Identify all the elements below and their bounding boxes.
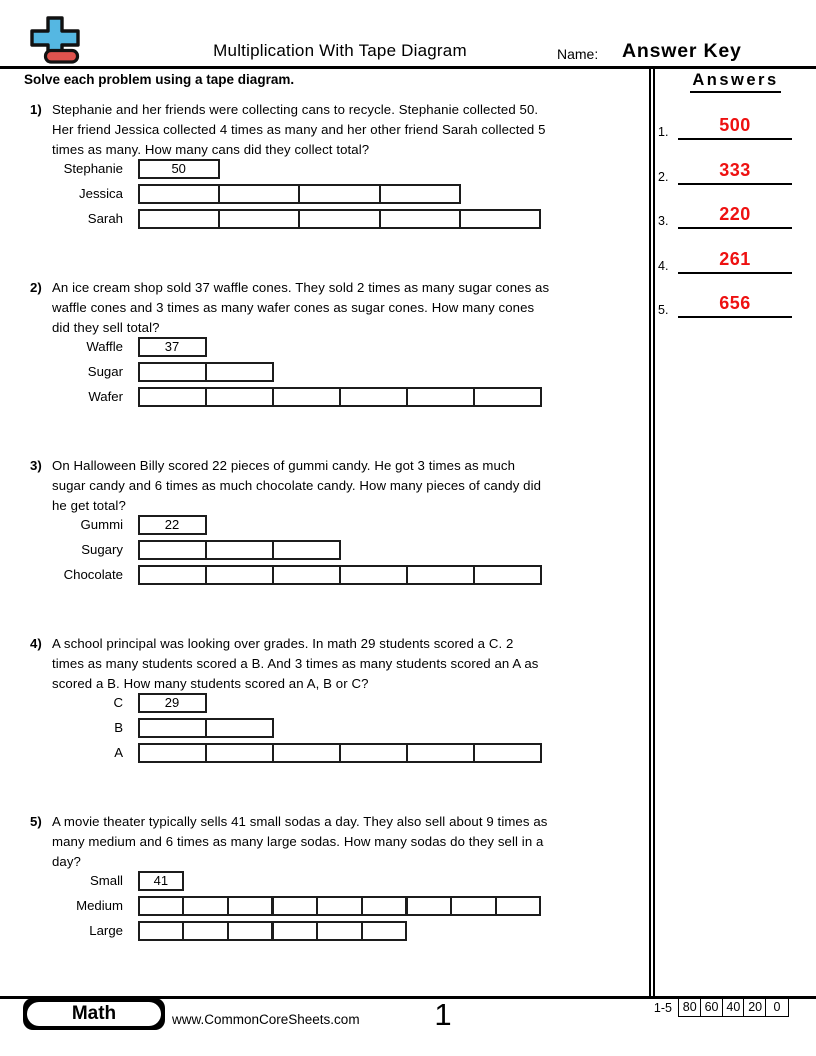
tape-cell <box>272 921 319 941</box>
tape-cell <box>406 565 475 585</box>
problem-1 <box>30 100 650 245</box>
tape-cell <box>406 743 475 763</box>
tape-cell: 50 <box>138 159 220 179</box>
tape-row-label: C <box>113 695 123 710</box>
answers-heading: Answers <box>655 71 816 93</box>
problem-number: 4) <box>30 636 42 651</box>
answer-value: 220 <box>719 204 751 225</box>
problem-text-line: An ice cream shop sold 37 waffle cones. They sold 2 times as many sugar cones as <box>52 280 550 295</box>
tape-cell <box>138 387 207 407</box>
tape-cell: 41 <box>138 871 185 891</box>
tape-row <box>30 209 630 229</box>
problem-4 <box>30 634 650 779</box>
tape-row-label: Gummi <box>80 517 123 532</box>
tape-cell <box>473 743 542 763</box>
tape-cell <box>205 362 274 382</box>
tape-row <box>30 718 630 738</box>
score-cell: 80 <box>678 998 702 1017</box>
tape-row <box>30 387 630 407</box>
problem-text <box>52 100 546 159</box>
answer-number: 2. <box>658 169 669 184</box>
tape-cell <box>138 743 207 763</box>
tape-row-label: Large <box>89 923 123 938</box>
tape-row-label: Stephanie <box>63 161 123 176</box>
tape-cell <box>138 921 185 941</box>
problem-number: 1) <box>30 102 42 117</box>
minus-icon <box>46 51 78 63</box>
problem-5 <box>30 812 650 957</box>
tape-row-label: Small <box>90 873 123 888</box>
problem-text-line: On Halloween Billy scored 22 pieces of gummi candy. He got 3 times as much <box>52 458 516 473</box>
instruction-text: Solve each problem using a tape diagram. <box>24 72 295 87</box>
answer-blank-line <box>678 205 792 229</box>
problem-text <box>52 278 549 337</box>
answer-number: 4. <box>658 258 669 273</box>
tape-cell: 22 <box>138 515 207 535</box>
problem-3 <box>30 456 650 601</box>
tape-row-label: Wafer <box>88 389 123 404</box>
tape-row-label: Chocolate <box>63 567 123 582</box>
tape-cell <box>361 896 408 916</box>
tape-cell <box>473 387 542 407</box>
tape-row <box>30 515 630 535</box>
tape-cell <box>218 209 300 229</box>
answer-number: 5. <box>658 303 669 318</box>
tape-row-label: Sugary <box>81 542 123 557</box>
answer-number: 3. <box>658 214 669 229</box>
header-divider <box>0 66 816 69</box>
tape-cell <box>339 387 408 407</box>
subject-badge-label: Math <box>27 1002 161 1026</box>
tape-row <box>30 921 630 941</box>
tape-cell <box>205 540 274 560</box>
tape-cell <box>182 896 229 916</box>
tape-cell <box>316 896 363 916</box>
answer-value: 333 <box>719 159 751 180</box>
tape-row <box>30 159 630 179</box>
tape-cell <box>298 184 380 204</box>
answer-item <box>658 247 792 274</box>
tape-cell <box>138 209 220 229</box>
problem-text-line: Stephanie and her friends were collecting cans to recycle. Stephanie collected 50. <box>52 102 539 117</box>
answer-number: 1. <box>658 125 669 139</box>
tape-row-label: Medium <box>76 898 123 913</box>
tape-cell <box>339 565 408 585</box>
problem-2 <box>30 278 650 423</box>
score-cell: 40 <box>722 998 746 1017</box>
tape-cell <box>138 718 207 738</box>
problem-text-line: did they sell total? <box>52 319 160 335</box>
tape-cell <box>218 184 300 204</box>
tape-row <box>30 565 630 585</box>
answer-item <box>658 202 792 229</box>
tape-row-label: Jessica <box>79 186 123 201</box>
tape-row <box>30 540 630 560</box>
tape-cell <box>227 896 274 916</box>
tape-cell <box>272 387 341 407</box>
tape-cell <box>379 184 461 204</box>
score-cell: 20 <box>743 998 767 1017</box>
problem-text <box>52 634 538 693</box>
tape-cell <box>495 896 542 916</box>
tape-cell <box>272 743 341 763</box>
tape-row-label: Waffle <box>86 339 123 354</box>
website-url: www.CommonCoreSheets.com <box>172 1012 360 1027</box>
problem-text <box>52 456 541 515</box>
problem-text-line: sugar candy and 6 times as much chocolate candy. How many pieces of candy did <box>52 477 542 493</box>
tape-cell <box>138 896 185 916</box>
tape-cell: 37 <box>138 337 207 357</box>
name-label: Name: <box>557 46 599 62</box>
answer-value: 500 <box>719 115 751 135</box>
answer-value: 261 <box>719 248 751 269</box>
tape-row <box>30 896 630 916</box>
tape-cell: 29 <box>138 693 207 713</box>
page-number: 1 <box>434 997 452 1032</box>
tape-cell <box>406 896 453 916</box>
tape-cell <box>182 921 229 941</box>
tape-cell <box>450 896 497 916</box>
tape-cell <box>138 184 220 204</box>
tape-cell <box>361 921 408 941</box>
tape-cell <box>205 743 274 763</box>
tape-row-label: Sugar <box>87 364 123 379</box>
tape-row <box>30 184 630 204</box>
score-cell: 60 <box>700 998 724 1017</box>
problem-number: 5) <box>30 814 42 829</box>
problem-text-line: Her friend Jessica collected 4 times as many and her other friend Sarah collected 5 <box>52 121 546 137</box>
tape-cell <box>272 896 319 916</box>
tape-cell <box>138 362 207 382</box>
tape-cell <box>138 565 207 585</box>
score-table <box>678 998 789 1017</box>
problem-text-line: A movie theater typically sells 41 small sodas a day. They also sell about 9 times as <box>52 814 548 829</box>
tape-cell <box>316 921 363 941</box>
problem-text-line: A school principal was looking over grades. In math 29 students scored a C. 2 <box>52 636 514 651</box>
problem-text-line: times as many. How many cans did they collect total? <box>52 141 370 157</box>
answer-value: 656 <box>719 293 751 314</box>
problem-text-line: waffle cones and 3 times as many wafer cones as sugar cones. How many cones <box>52 299 535 315</box>
tape-cell <box>138 540 207 560</box>
tape-row <box>30 743 630 763</box>
problem-text-line: day? <box>52 853 81 869</box>
tape-cell <box>339 743 408 763</box>
answer-blank-line <box>678 116 792 140</box>
tape-row-label: A <box>114 745 123 760</box>
score-cell: 0 <box>765 998 789 1017</box>
tape-cell <box>205 718 274 738</box>
tape-row-label: B <box>114 720 123 735</box>
tape-row <box>30 693 630 713</box>
tape-cell <box>227 921 274 941</box>
subject-badge <box>23 998 165 1030</box>
answer-item <box>658 113 792 140</box>
tape-cell <box>205 387 274 407</box>
problem-text-line: he get total? <box>52 497 126 513</box>
answer-blank-line <box>678 294 792 318</box>
answer-key-text: Answer Key <box>622 40 742 62</box>
problem-text-line: times as many students scored a B. And 3 times as many students scored an A as <box>52 655 539 671</box>
tape-cell <box>406 387 475 407</box>
problem-text-line: many medium and 6 times as many large sodas. How many sodas do they sell in a <box>52 833 544 849</box>
problem-text-line: scored a B. How many students scored an A, B or C? <box>52 675 369 691</box>
problem-number: 3) <box>30 458 42 473</box>
answer-blank-line <box>678 250 792 274</box>
tape-row <box>30 337 630 357</box>
tape-row <box>30 362 630 382</box>
page-title: Multiplication With Tape Diagram <box>213 41 467 60</box>
problem-text <box>52 812 547 871</box>
tape-cell <box>298 209 380 229</box>
score-range-label: 1-5 <box>653 1001 672 1015</box>
tape-cell <box>459 209 541 229</box>
tape-row <box>30 871 630 891</box>
tape-cell <box>205 565 274 585</box>
tape-cell <box>272 540 341 560</box>
answer-blank-line <box>678 161 792 185</box>
commoncoresheets-logo <box>28 16 86 68</box>
tape-cell <box>272 565 341 585</box>
problem-number: 2) <box>30 280 42 295</box>
answer-item <box>658 158 792 185</box>
tape-cell <box>473 565 542 585</box>
answer-item <box>658 291 792 318</box>
tape-cell <box>379 209 461 229</box>
tape-row-label: Sarah <box>87 211 123 226</box>
